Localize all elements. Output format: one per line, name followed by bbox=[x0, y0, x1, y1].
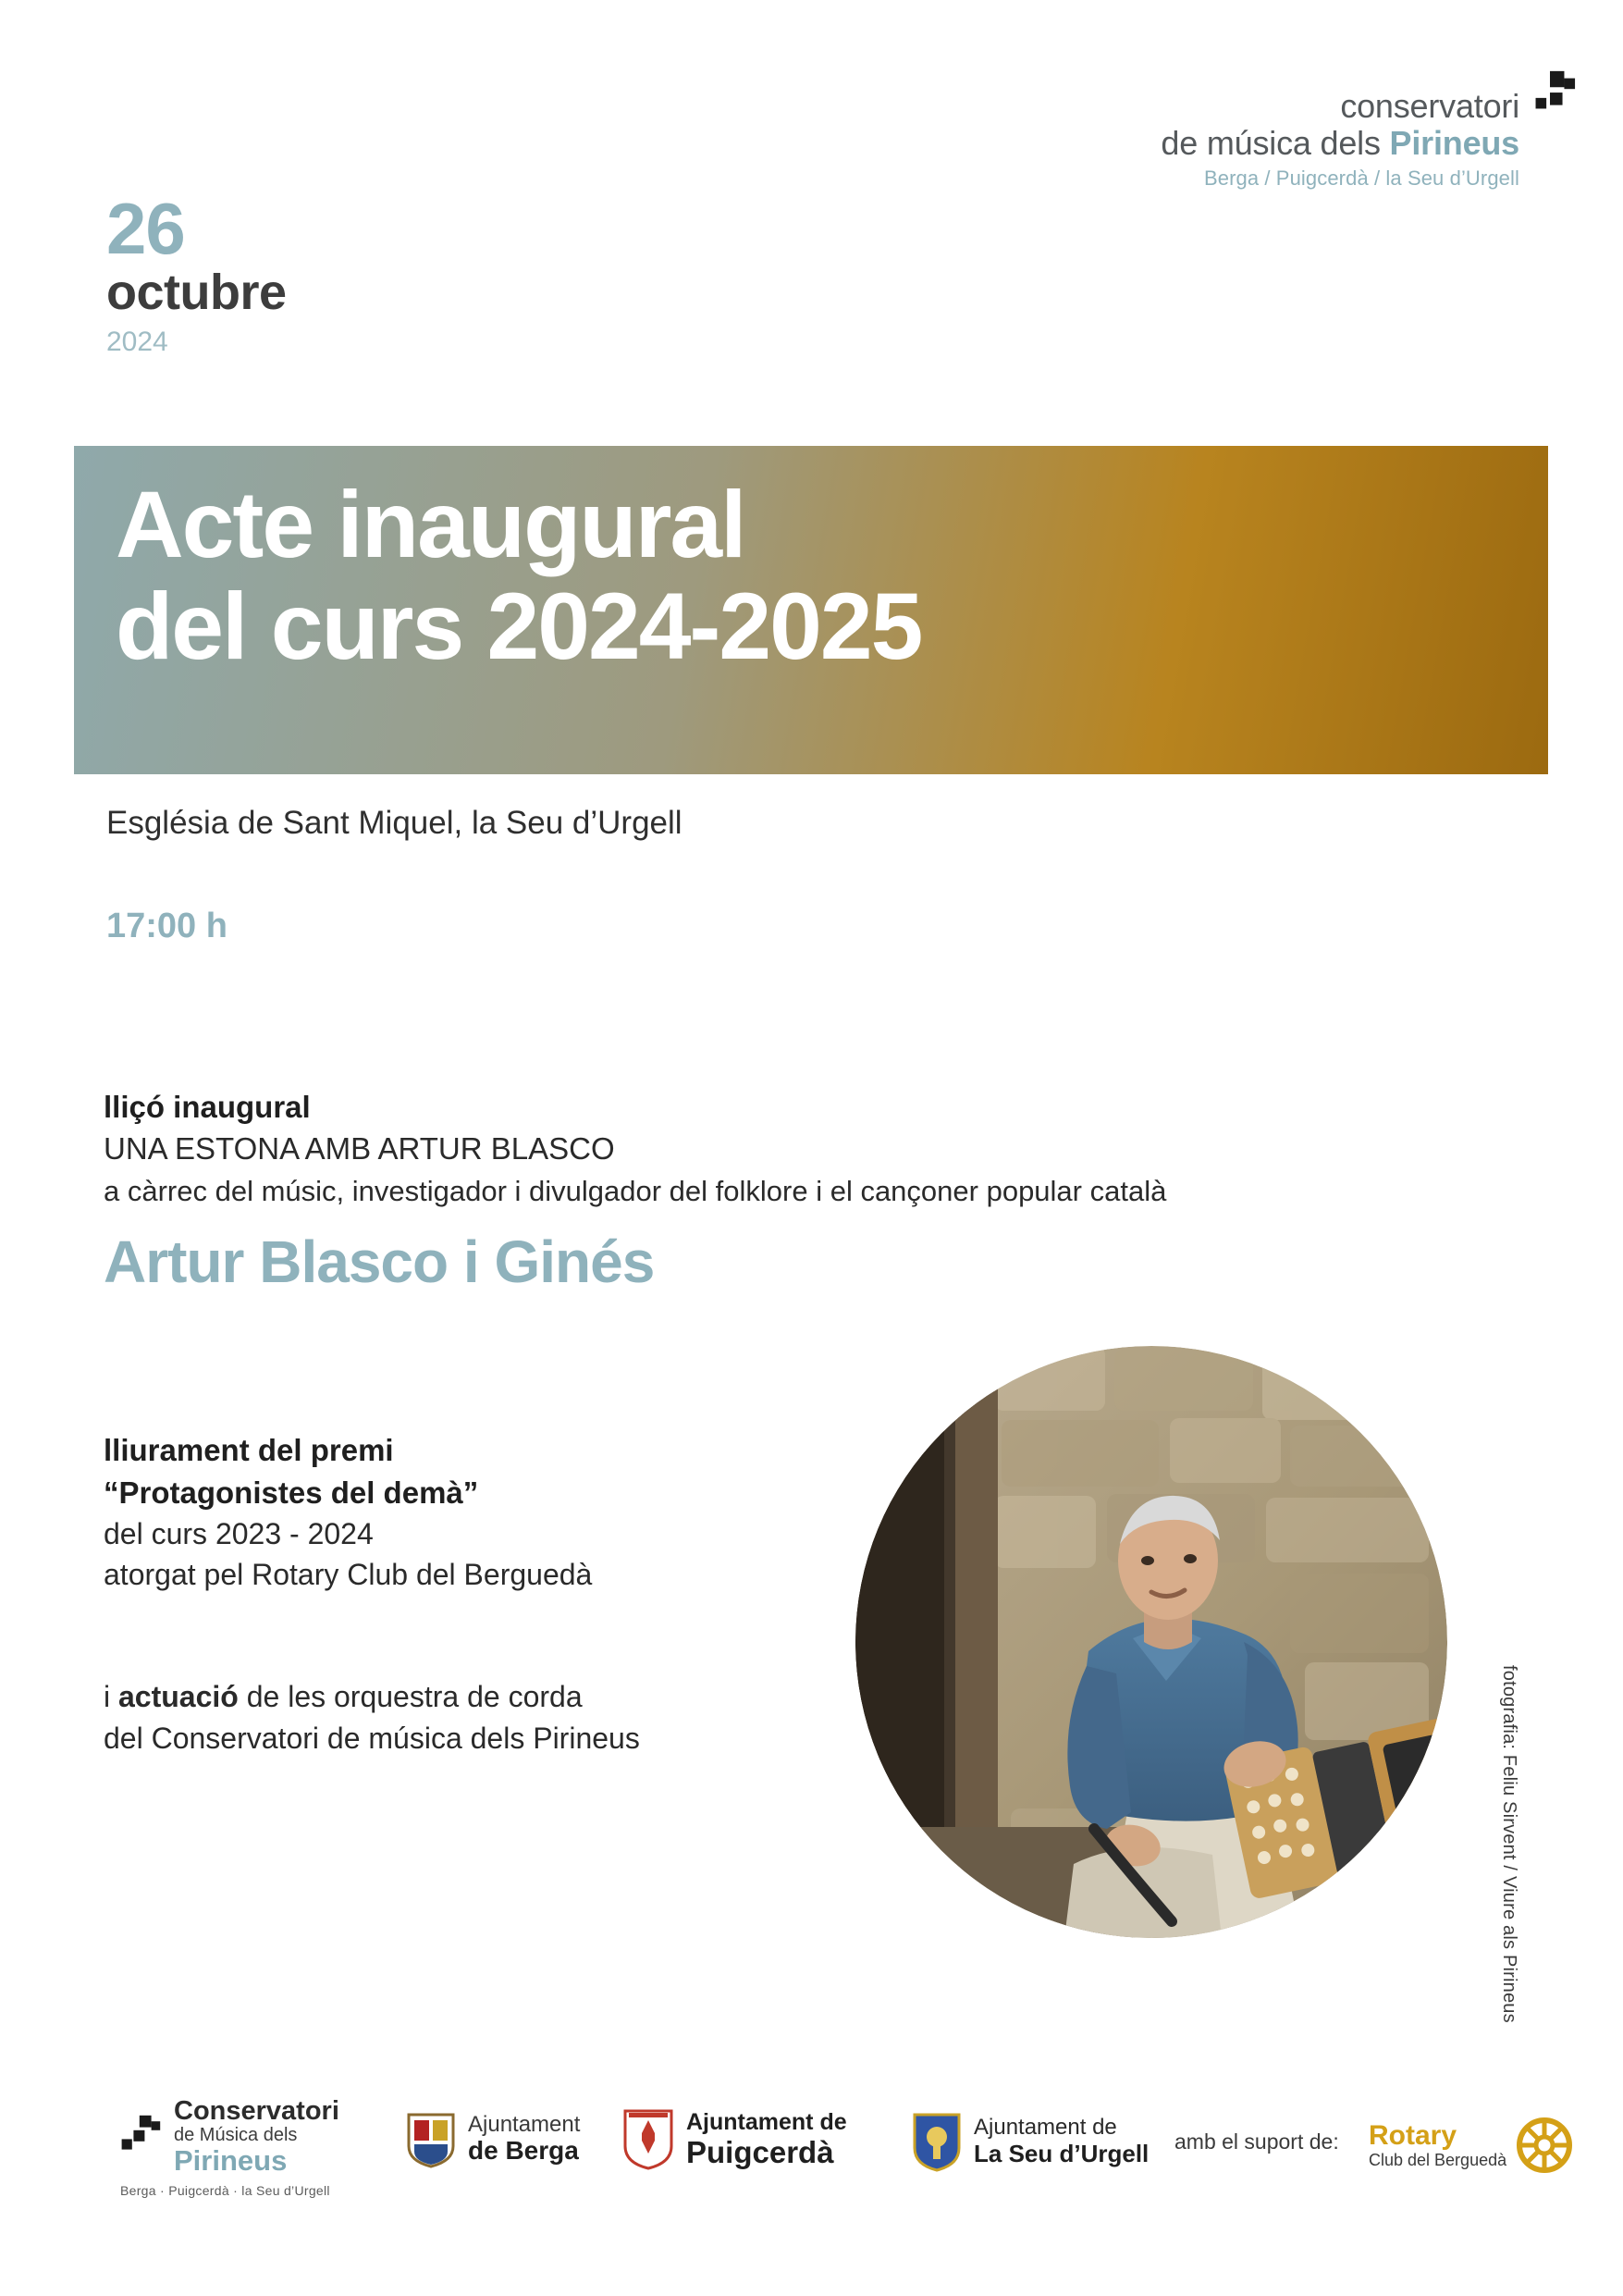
performance-line-2: del Conservatori de música dels Pirineus bbox=[104, 1722, 640, 1756]
artist-photo bbox=[855, 1346, 1447, 1938]
footer-puigcerda-line-2: Puigcerdà bbox=[686, 2134, 834, 2169]
date-year: 2024 bbox=[106, 326, 168, 357]
footer-seu-line-1: Ajuntament de bbox=[974, 2114, 1117, 2140]
logo-line-2-prefix: de música dels bbox=[1161, 124, 1390, 163]
logo-line-3: Berga / Puigcerdà / la Seu d’Urgell bbox=[1203, 166, 1519, 190]
footer-rotary-name: Rotary bbox=[1369, 2119, 1457, 2151]
footer-conservatori-cities: Berga · Puigcerdà · la Seu d’Urgell bbox=[120, 2182, 330, 2198]
footer-logo-berga bbox=[405, 2109, 580, 2168]
footer-conservatori-line-3: Pirineus bbox=[174, 2144, 288, 2177]
prize-line-2: “Protagonistes del demà” bbox=[104, 1475, 479, 1510]
footer-seu-line-2: La Seu d’Urgell bbox=[974, 2140, 1150, 2168]
prize-line-3: del curs 2023 - 2024 bbox=[104, 1517, 374, 1551]
footer-logo-conservatori bbox=[120, 2098, 339, 2198]
photo-credit-author: Feliu Sirvent / Viure als Pirineus bbox=[1499, 1754, 1519, 2023]
prize-line-1: lliurament del premi bbox=[104, 1433, 394, 1467]
prize-line-4: atorgat pel Rotary Club del Berguedà bbox=[104, 1558, 593, 1592]
footer-conservatori-line-2: de Música dels bbox=[174, 2125, 298, 2145]
lesson-speaker-name: Artur Blasco i Ginés bbox=[104, 1228, 655, 1296]
event-date bbox=[106, 188, 287, 358]
artist-photo-image bbox=[855, 1346, 1447, 1938]
footer-conservatori-line-1: Conservatori bbox=[174, 2096, 339, 2126]
logo-line-2-strong: Pirineus bbox=[1389, 124, 1519, 163]
banner-line-1: Acte inaugural bbox=[116, 472, 745, 577]
conservatori-blocks-icon bbox=[120, 2113, 165, 2161]
footer-logo-seu-durgell bbox=[911, 2111, 1149, 2172]
logo-line-2 bbox=[1161, 125, 1519, 162]
logo-line-1: conservatori bbox=[1340, 87, 1519, 125]
footer-rotary-club: Club del Berguedà bbox=[1369, 2150, 1507, 2169]
date-month: octubre bbox=[106, 265, 287, 321]
berga-coat-of-arms-icon bbox=[405, 2109, 457, 2168]
performance-rest: de les orquestra de corda bbox=[238, 1680, 583, 1713]
banner-text bbox=[116, 472, 922, 680]
photo-credit-label: fotografia: bbox=[1499, 1665, 1519, 1750]
performance-block bbox=[104, 1676, 843, 1760]
footer-puigcerda-line-1: Ajuntament de bbox=[686, 2108, 847, 2135]
seu-durgell-coat-of-arms-icon bbox=[911, 2111, 963, 2172]
date-day: 26 bbox=[106, 188, 185, 269]
event-venue: Església de Sant Miquel, la Seu d’Urgell bbox=[106, 805, 682, 841]
performance-line-1 bbox=[104, 1676, 843, 1718]
lesson-block bbox=[104, 1087, 1472, 1296]
rotary-wheel-icon bbox=[1516, 2117, 1573, 2174]
banner-line-2: del curs 2024-2025 bbox=[116, 574, 922, 680]
puigcerda-coat-of-arms-icon bbox=[621, 2107, 675, 2170]
footer-logo-rotary bbox=[1369, 2117, 1573, 2174]
footer-berga-line-2: de Berga bbox=[468, 2136, 579, 2166]
footer-logos bbox=[0, 2081, 1623, 2248]
event-time: 17:00 h bbox=[106, 907, 227, 945]
performance-strong: actuació bbox=[118, 1680, 239, 1713]
footer-logo-puigcerda bbox=[621, 2107, 847, 2170]
photo-credit bbox=[1498, 1665, 1519, 2023]
prize-block bbox=[104, 1429, 843, 1595]
conservatori-header-logo bbox=[1161, 88, 1519, 190]
lesson-title: UNA ESTONA AMB ARTUR BLASCO bbox=[104, 1130, 615, 1166]
title-banner bbox=[74, 446, 1548, 774]
performance-prefix: i bbox=[104, 1680, 118, 1713]
footer-berga-line-1: Ajuntament bbox=[468, 2111, 581, 2137]
conservatori-blocks-icon bbox=[1523, 68, 1577, 121]
lesson-subtitle: a càrrec del músic, investigador i divulgador del folklore i el cançoner popular català bbox=[104, 1175, 1167, 1208]
footer-support-label: amb el suport de: bbox=[1174, 2129, 1339, 2154]
lesson-label: lliçó inaugural bbox=[104, 1090, 311, 1124]
